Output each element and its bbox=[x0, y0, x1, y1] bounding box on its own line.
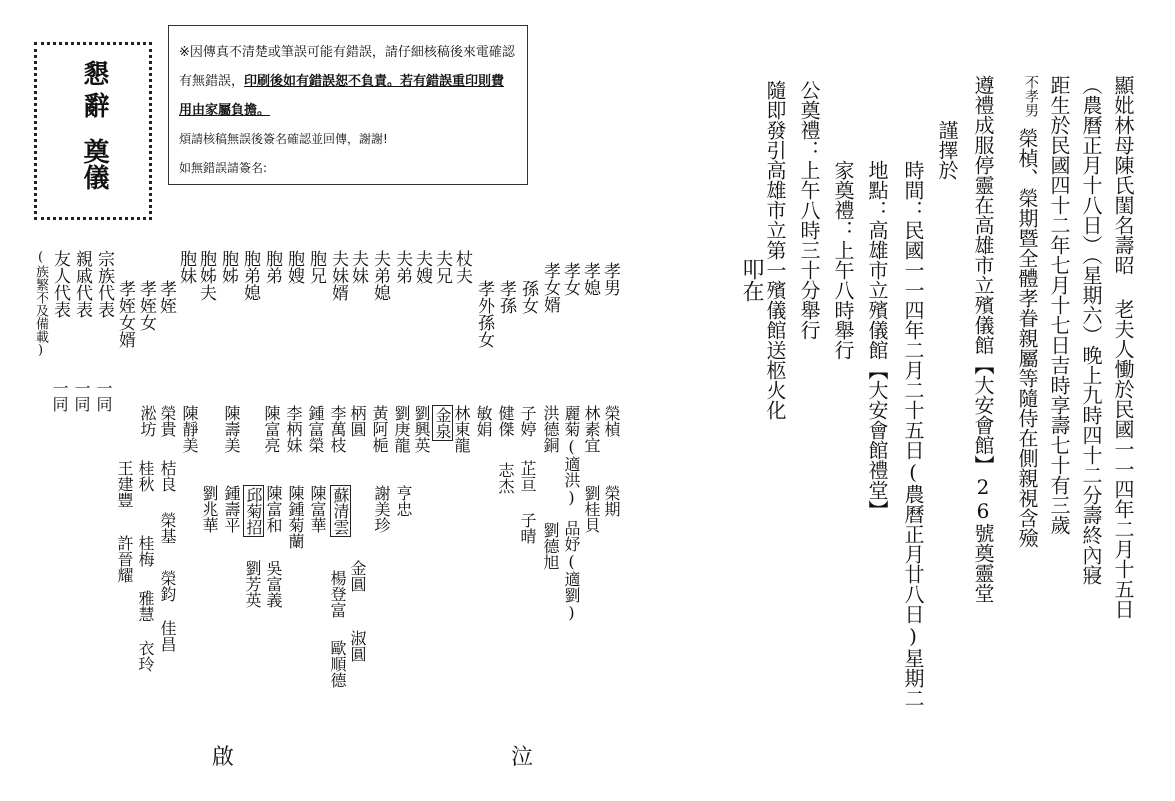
name-extra-a3: 蘇清雲 bbox=[331, 487, 350, 535]
rel-friend-rep: 友人代表 bbox=[50, 250, 70, 318]
rel-son: 孝男 bbox=[600, 262, 620, 296]
name-sil1: 洪德銅 bbox=[541, 405, 560, 453]
main-col2: （農曆正月十八日）（星期六）晚上九時四十二分壽終內寢 bbox=[1079, 75, 1103, 585]
name-young-bro: 陳富亮 bbox=[262, 405, 281, 453]
rel-hybro-wife: 夫弟媳 bbox=[370, 250, 390, 301]
rel-hybro: 夫弟 bbox=[392, 250, 412, 284]
rel-hsis: 夫妹 bbox=[348, 250, 368, 284]
main-col5: 遵禮成服停靈在高雄市立殯儀館【大安會館】26號奠靈堂 bbox=[971, 75, 995, 603]
declaration-line2: 奠儀 bbox=[79, 138, 109, 190]
rel-niece-husband: 孝姪女婿 bbox=[115, 280, 135, 348]
name-dil1: 林素宜 bbox=[582, 405, 601, 453]
name-gs1: 健傑 bbox=[496, 405, 515, 437]
rel-hsil: 夫嫂 bbox=[412, 250, 432, 284]
rel-elder-sis-husband: 胞姊夫 bbox=[196, 250, 216, 301]
name-daughter2: 品妤(適劉) bbox=[562, 520, 581, 622]
name-extra-a9: 金圓 bbox=[348, 560, 367, 592]
notice-text: ※因傳真不清楚或筆誤可能有錯誤，請仔細核稿後來電確認有無錯誤， bbox=[179, 45, 515, 89]
rel-young-sis: 胞妹 bbox=[176, 250, 196, 284]
name-son1: 榮楨 bbox=[602, 405, 621, 437]
main-col4: 榮楨、榮期暨全體孝眷親屬等隨侍在側親視含殮 bbox=[1015, 128, 1039, 548]
name-gd2: 芷亘 bbox=[518, 460, 537, 492]
rel-niece: 孝姪女 bbox=[136, 280, 156, 331]
name-extra-a5: 陳鍾菊蘭 bbox=[286, 485, 305, 549]
name-relative-rep: 一同 bbox=[72, 380, 91, 412]
name-elder-bro-wife: 李柄妹 bbox=[284, 405, 303, 453]
name-hsis-husband: 李萬枝 bbox=[328, 405, 347, 453]
name-extra-a1: 亨忠 bbox=[394, 485, 413, 517]
name-ogd: 敏娟 bbox=[474, 405, 493, 437]
rel-elder-bro-wife: 胞嫂 bbox=[284, 250, 304, 284]
name-niece: 桂秋 bbox=[136, 460, 155, 492]
name-extra-a7: 鍾壽平 bbox=[222, 485, 241, 533]
name-extra-a11: 淑圓 bbox=[348, 630, 367, 662]
name-gd3: 子晴 bbox=[518, 512, 537, 544]
name-extra-a16: 榮基 bbox=[158, 512, 177, 544]
name-extra-a20: 雅慧 bbox=[136, 590, 155, 622]
rel-husband: 杖夫 bbox=[452, 250, 472, 284]
kouzai: 叩在 bbox=[739, 258, 764, 302]
name-extra-a19: 桂梅 bbox=[136, 535, 155, 567]
rel-relative-rep: 親戚代表 bbox=[72, 250, 92, 318]
name-extra-a21: 衣玲 bbox=[136, 640, 155, 672]
name-extra-a12: 歐順德 bbox=[328, 640, 347, 688]
name-young-bro-wife: 陳壽美 bbox=[222, 405, 241, 453]
declaration-line1: 懇辭 bbox=[79, 60, 109, 124]
main-col3: 距生於民國四十二年七月十七日吉時享壽七十有三歲 bbox=[1047, 75, 1071, 535]
notice-box bbox=[168, 25, 528, 185]
name-hbro: 金泉 bbox=[433, 407, 452, 439]
name-niece-husband: 王建豐 bbox=[115, 460, 134, 508]
clan-note: (族繁不及備載) bbox=[33, 250, 48, 358]
rel-elder-sis: 胞姊 bbox=[218, 250, 238, 284]
rel-hsis-husband: 夫妹婿 bbox=[328, 250, 348, 301]
notice-bold: 印刷後如有錯誤恕不負責。若有錯誤重印則費用由家屬負擔。 bbox=[179, 74, 505, 118]
name-hsil: 劉興英 bbox=[412, 405, 431, 453]
name-extra-a13: 吳富義 bbox=[264, 560, 283, 608]
name-elder-sis: 陳靜美 bbox=[180, 405, 199, 453]
main-col7: 時間：民國一一四年二月二十五日(農曆正月廿八日)星期二 bbox=[901, 160, 925, 708]
name-extra-a14: 劉芳英 bbox=[243, 560, 262, 608]
main-col9: 家奠禮：上午八時舉行 bbox=[831, 160, 855, 360]
name-son2: 榮期 bbox=[602, 485, 621, 517]
name-elder-bro: 鍾富榮 bbox=[306, 405, 325, 453]
name-extra-a6: 邱菊招 bbox=[244, 487, 263, 535]
name-hybro-wife: 黃阿梔 bbox=[370, 405, 389, 453]
name-extra-a17: 榮鈞 bbox=[158, 570, 177, 602]
notice-confirm: 煩請核稿無誤後簽名確認並回傳，謝謝! bbox=[179, 132, 388, 146]
name-nephew: 桔良 bbox=[158, 460, 177, 492]
notice-sign: 如無錯誤請簽名: bbox=[179, 161, 268, 175]
main-col1: 顯妣林母陳氏閨名壽昭 老夫人慟於民國一一四年二月十五日 bbox=[1111, 75, 1135, 619]
name-young-sis: 淞坊 bbox=[138, 405, 157, 437]
rel-young-bro: 胞弟 bbox=[262, 250, 282, 284]
main-col11: 隨即發引高雄市立第一殯儀館送柩火化 bbox=[763, 80, 787, 420]
name-sil2: 劉德旭 bbox=[541, 522, 560, 570]
rel-hbro: 夫兄 bbox=[432, 250, 452, 284]
name-hybro: 劉庚龍 bbox=[392, 405, 411, 453]
rel-clan-rep: 宗族代表 bbox=[94, 250, 114, 318]
name-daughter1: 麗菊(適洪) bbox=[562, 405, 581, 507]
name-husband: 林東龍 bbox=[452, 405, 471, 453]
name-extra-a10: 楊登富 bbox=[328, 570, 347, 618]
name-extra-a18: 佳昌 bbox=[158, 620, 177, 652]
bottom-qi2: 泣 bbox=[511, 745, 534, 770]
name-dil2: 劉桂貝 bbox=[582, 485, 601, 533]
name-extra-a22: 許晉耀 bbox=[115, 535, 134, 583]
name-clan-rep: 一同 bbox=[94, 380, 113, 412]
name-hsis: 柄圓 bbox=[348, 405, 367, 437]
main-col4-prefix: 不孝男 bbox=[1023, 75, 1039, 117]
bottom-qi: 啟 bbox=[212, 745, 235, 770]
rel-nephew: 孝姪 bbox=[156, 280, 176, 314]
rel-elder-bro: 胞兄 bbox=[306, 250, 326, 284]
name-extra-a8: 劉兆華 bbox=[200, 485, 219, 533]
rel-grandson: 孝孫 bbox=[496, 280, 516, 314]
rel-sil: 孝女婿 bbox=[540, 262, 560, 313]
main-col10: 公奠禮：上午八時三十分舉行 bbox=[797, 80, 821, 340]
rel-granddaughter: 孫女 bbox=[518, 280, 538, 314]
name-friend-rep: 一同 bbox=[50, 380, 69, 412]
name-extra-a2: 謝美珍 bbox=[372, 485, 391, 533]
name-gd1: 子婷 bbox=[518, 405, 537, 437]
name-extra-a4: 陳富華 bbox=[308, 485, 327, 533]
rel-outer-gd: 孝外孫女 bbox=[474, 280, 494, 348]
rel-dil: 孝媳 bbox=[580, 262, 600, 296]
main-col6: 謹擇於 bbox=[935, 120, 959, 180]
rel-daughter: 孝女 bbox=[560, 262, 580, 296]
name-extra-a15: 陳富和 bbox=[264, 485, 283, 533]
name-elder-sis-husband: 榮貴 bbox=[158, 405, 177, 437]
main-col8: 地點：高雄市立殯儀館【大安會館禮堂】 bbox=[865, 160, 889, 520]
rel-young-bro-wife: 胞弟媳 bbox=[240, 250, 260, 301]
name-gs2: 志杰 bbox=[496, 462, 515, 494]
